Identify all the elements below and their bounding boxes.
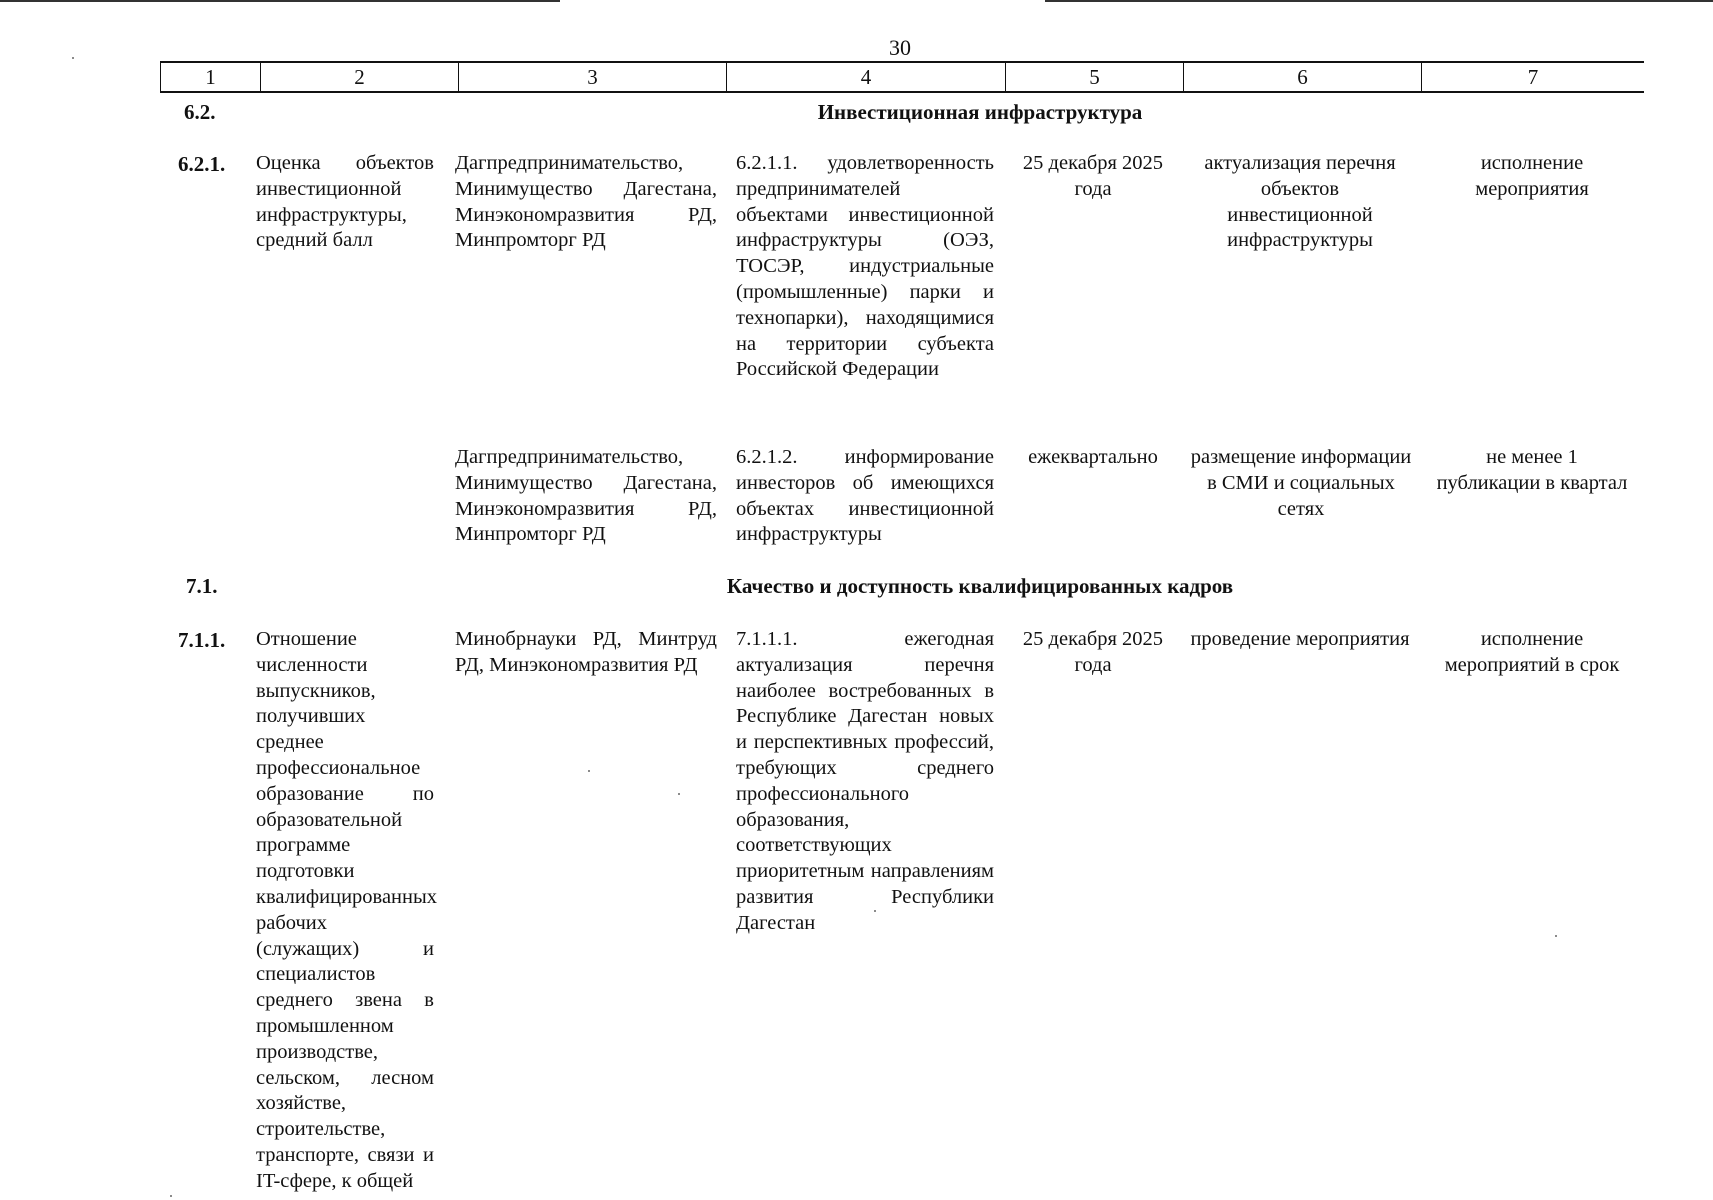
indicator-value-cell: исполнение мероприятий в срок (1444, 628, 1620, 676)
page-number: 30 (889, 35, 911, 60)
executors-cell: Дагпредпринимательство, Минимущество Дагестана, Минэкономразвития РД, Минпромторг РД (455, 152, 717, 252)
executors-cell: Дагпредпринимательство, Минимущество Дагестана, Минэкономразвития РД, Минпромторг РД (455, 446, 717, 546)
column-header-2: 2 (260, 63, 458, 91)
column-header-7: 7 (1421, 63, 1644, 91)
indicator-value-cell: исполнение мероприятия (1475, 152, 1589, 200)
result-cell: актуализация перечня объектов инвестиционной инфраструктуры (1204, 152, 1396, 252)
section-number: 6.2. (184, 100, 216, 124)
section-title: Качество и доступность квалифицированных кадров (726, 574, 1234, 598)
scan-speck (588, 770, 590, 772)
column-header-4: 4 (726, 63, 1005, 91)
measure-cell: 7.1.1.1. ежегодная актуализация перечня наиболее востребованных в Республике Дагестан новых и перспективных профессий, требующих среднего профессионального образования, соответствующих приоритетным направлениям развития Республики Дагестан (736, 628, 994, 934)
scan-speck (170, 1195, 172, 1197)
scan-speck (1555, 935, 1557, 937)
scan-edge-right (1045, 0, 1713, 2)
item-number: 7.1.1. (178, 628, 226, 652)
item-number: 6.2.1. (178, 152, 226, 176)
measure-cell: 6.2.1.1. удовлетворенность предпринимателей объектами инвестиционной инфраструктуры (ОЭЗ, ТОСЭР, индустриальные (промышленные) парки и технопарки), находящимися на территории субъекта Российской Федерации (736, 152, 994, 381)
executors-cell: Минобрнауки РД, Минтруд РД, Минэкономразвития РД (455, 628, 717, 676)
scan-edge-left (0, 0, 560, 2)
section-title: Инвестиционная инфраструктура (817, 100, 1143, 124)
column-header-5: 5 (1005, 63, 1183, 91)
deadline-cell: 25 декабря 2025 года (1022, 152, 1164, 200)
indicator-value-cell: не менее 1 публикации в квартал (1436, 446, 1628, 494)
scan-speck (72, 57, 74, 59)
deadline-cell: ежеквартально (1028, 446, 1158, 468)
indicator-cell: Оценка объектов инвестиционной инфраструктуры, средний балл (256, 152, 434, 252)
indicator-cell: Отношение численности выпускников, получивших среднее профессиональное образование по образовательной программе подготовки квалифицированных рабочих (служащих) и специалистов среднего звена в промышленном производстве, сельском, лесном хозяйстве, строительстве, транспорте, связи и IT-сфере, к общей (256, 628, 438, 1192)
result-cell: проведение мероприятия (1190, 628, 1410, 650)
result-cell: размещение информации в СМИ и социальных сетях (1190, 446, 1412, 520)
section-number: 7.1. (186, 574, 218, 598)
column-header-1: 1 (160, 63, 260, 91)
column-header-3: 3 (458, 63, 726, 91)
measure-cell: 6.2.1.2. информирование инвесторов об имеющихся объектах инвестиционной инфраструктуры (736, 446, 994, 546)
deadline-cell: 25 декабря 2025 года (1022, 628, 1164, 676)
scan-speck (874, 910, 876, 912)
column-header-6: 6 (1183, 63, 1421, 91)
scan-speck (678, 793, 680, 795)
table-header-row (160, 61, 1644, 93)
